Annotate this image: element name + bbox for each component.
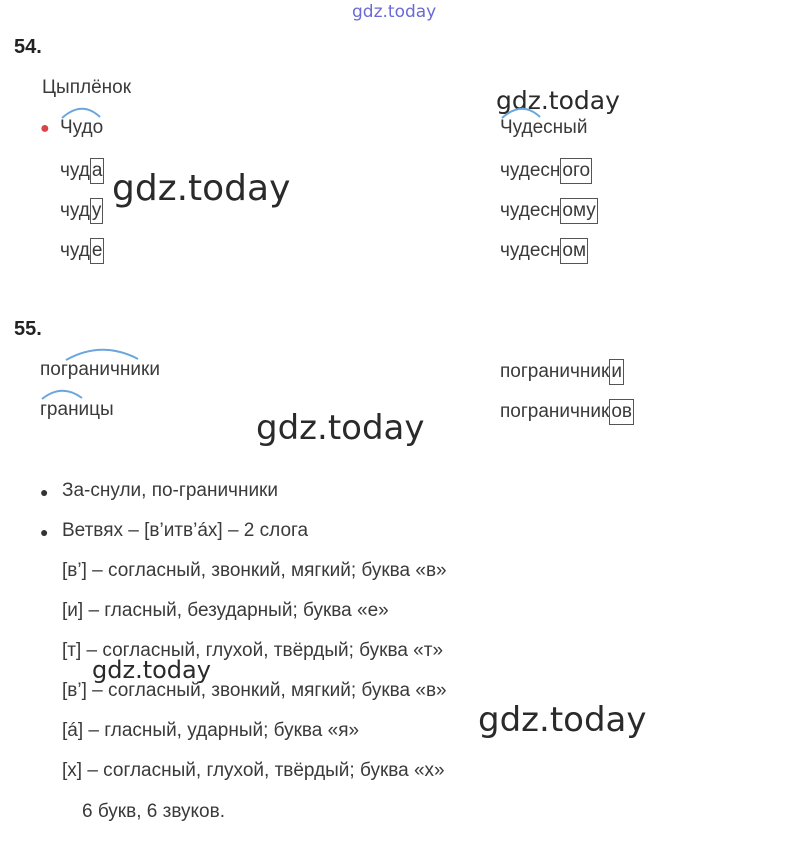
watermark-4: gdz.today [92, 656, 211, 684]
stem: чуд [60, 240, 90, 262]
ending-box: ов [609, 399, 634, 425]
ex54-right-form-2 [500, 198, 598, 224]
stem: чудесн [500, 200, 561, 222]
stem: пограничник [500, 361, 610, 383]
stem: чуд [60, 160, 90, 182]
ending-box: ом [560, 238, 588, 264]
ex54-form-2 [60, 198, 103, 224]
ending-box: и [609, 359, 624, 385]
sound-line-4: [в’] – согласный, звонкий, мягкий; буква «в» [62, 680, 447, 701]
ex54-right-form-3 [500, 238, 588, 264]
exercise-54-number: 54. [14, 36, 42, 58]
ex55-summary: 6 букв, 6 звуков. [82, 801, 225, 822]
sound-line-5: [á] – гласный, ударный; буква «я» [62, 720, 360, 741]
exercise-55-number: 55. [14, 318, 42, 340]
ex55-right-form-1 [500, 359, 624, 385]
sound-line-6: [х] – согласный, глухой, твёрдый; буква «х» [62, 760, 445, 781]
watermark-1: gdz.today [112, 168, 291, 209]
ex54-title: Цыплёнок [42, 77, 132, 98]
stem: чудесн [500, 240, 561, 262]
ex54-right-form-1 [500, 158, 592, 184]
ex54-form-1 [60, 158, 104, 184]
sound-line-2: [и] – гласный, безударный; буква «е» [62, 600, 389, 621]
watermark-5: gdz.today [478, 700, 647, 740]
ex55-analysis-title: Ветвях – [в’итв’áх] – 2 слога [62, 520, 309, 541]
ex54-form-3 [60, 238, 104, 264]
ex55-syllables: За-снули, по-граничники [62, 480, 278, 501]
ex55-word-1: пограничники [40, 359, 160, 380]
watermark-top: gdz.today [352, 2, 437, 22]
ex54-word-chudesny: Чудесный [500, 117, 588, 138]
bullet-icon: ● [40, 484, 49, 500]
ending-box: у [90, 198, 104, 224]
ex55-word-2: границы [40, 399, 114, 420]
ex54-word-chudo: Чудо [60, 117, 104, 138]
stem: чуд [60, 200, 90, 222]
ending-box: а [90, 158, 105, 184]
red-bullet-icon: ● [40, 120, 50, 137]
stem: чудесн [500, 160, 561, 182]
ending-box: ому [560, 198, 597, 224]
watermark-3: gdz.today [256, 408, 425, 448]
stem: пограничник [500, 401, 610, 423]
bullet-icon: ● [40, 524, 49, 540]
sound-line-1: [в’] – согласный, звонкий, мягкий; буква «в» [62, 560, 447, 581]
ex55-right-form-2 [500, 399, 634, 425]
ending-box: ого [560, 158, 592, 184]
ending-box: е [90, 238, 105, 264]
watermark-2: gdz.today [496, 86, 620, 115]
sound-line-3: [т] – согласный, глухой, твёрдый; буква «т» [62, 640, 444, 661]
